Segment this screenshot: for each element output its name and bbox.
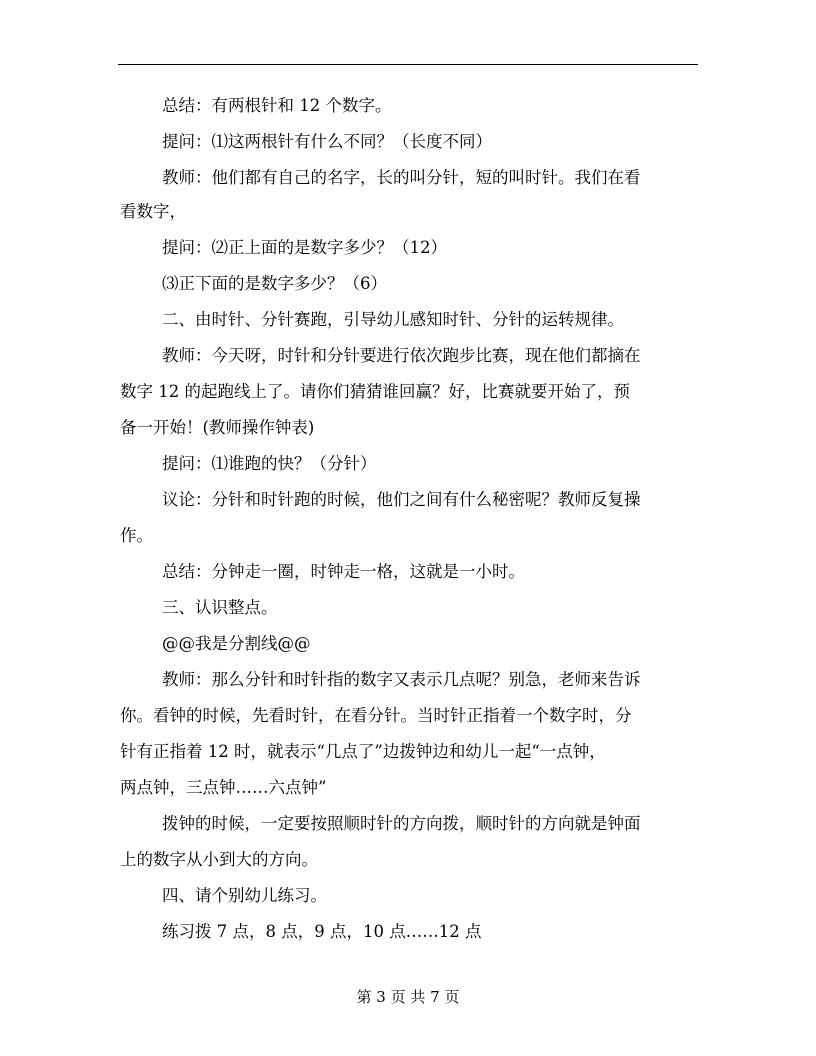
paragraph-line: 针有正指着 12 时，就表示“几点了”边拨钟边和幼儿一起“一点钟， [120, 742, 606, 761]
paragraph-line: 数字 12 的起跑线上了。请你们猜猜谁回赢？好，比赛就要开始了，预 [120, 382, 630, 401]
paragraph-line: 二、由时针、分针赛跑，引导幼儿感知时针、分针的运转规律。 [162, 310, 624, 329]
paragraph-line: 提问：⑵正上面的是数字多少？（12） [162, 238, 447, 257]
paragraph-line: 两点钟，三点钟……六点钟” [120, 778, 327, 797]
paragraph-line: 拨钟的时候，一定要按照顺时针的方向拨，顺时针的方向就是钟面 [162, 814, 641, 833]
paragraph-line: 看数字， [120, 202, 186, 221]
page-footer [0, 986, 816, 1008]
paragraph-line: 四、请个别幼儿练习。 [162, 886, 327, 905]
paragraph-line: 总结：有两根针和 12 个数字。 [162, 96, 392, 115]
paragraph-line: 提问：⑴谁跑的快？（分针） [162, 454, 377, 473]
paragraph-line: 教师：那么分针和时针指的数字又表示几点呢？别急，老师来告诉 [162, 670, 641, 689]
paragraph-line: 总结：分钟走一圈，时钟走一格，这就是一小时。 [162, 562, 525, 581]
paragraph-line: 议论：分针和时针跑的时候，他们之间有什么秘密呢？教师反复操 [162, 490, 641, 509]
separator-text: @@我是分割线@@ [162, 634, 311, 653]
paragraph-line: 教师：他们都有自己的名字，长的叫分针，短的叫时针。我们在看 [162, 168, 641, 187]
paragraph-line: 教师：今天呀，时针和分针要进行依次跑步比赛，现在他们都摘在 [162, 346, 641, 365]
paragraph-line: ⑶正下面的是数字多少？（6） [162, 274, 387, 293]
page-number: 第 3 页 共 7 页 [356, 988, 460, 1006]
paragraph-line: 你。看钟的时候，先看时针，在看分针。当时针正指着一个数字时，分 [120, 706, 632, 725]
paragraph-line: 三、认识整点。 [162, 598, 278, 617]
paragraph-line: 提问：⑴这两根针有什么不同？（长度不同） [162, 132, 492, 151]
paragraph-line: 练习拨 7 点，8 点，9 点，10 点……12 点 [162, 922, 482, 941]
paragraph-line: 备一开始！(教师操作钟表) [120, 418, 315, 437]
header-rule [118, 64, 698, 65]
paragraph-line: 作。 [120, 526, 153, 545]
paragraph-line: 上的数字从小到大的方向。 [120, 850, 318, 869]
